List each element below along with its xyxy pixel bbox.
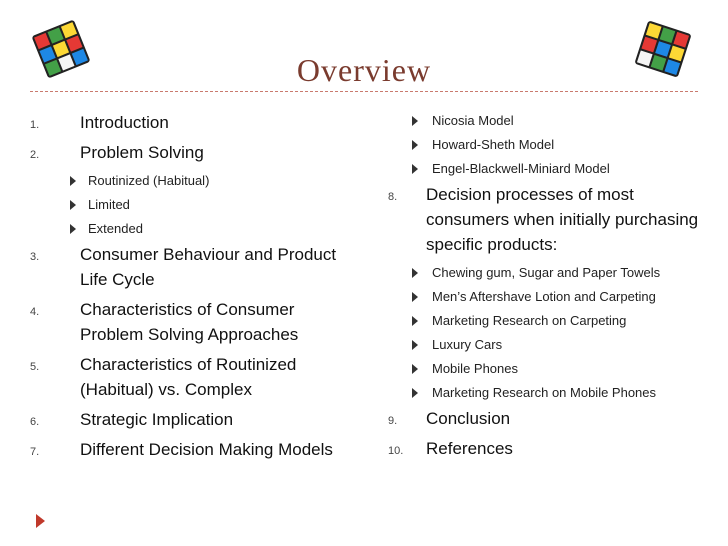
item-number: 3.: [30, 251, 40, 263]
item-number: 6.: [30, 416, 40, 428]
item-number: 5.: [30, 361, 40, 373]
sub-list-item: [388, 134, 708, 156]
list-item: [30, 352, 340, 402]
sub-item-text: Luxury Cars: [432, 337, 503, 352]
sub-list-item: [388, 110, 708, 132]
sub-item-text: Chewing gum, Sugar and Paper Towels: [432, 265, 661, 280]
sub-list-item: [30, 218, 340, 240]
sub-list-item: [388, 262, 708, 284]
sub-item-text: Men’s Aftershave Lotion and Carpeting: [432, 289, 656, 304]
right-column: [388, 110, 708, 466]
list-item: [30, 437, 340, 462]
list-item: [388, 182, 708, 257]
title-divider: [30, 91, 698, 92]
sub-item-text: Mobile Phones: [432, 361, 518, 376]
triangle-bullet-icon: [412, 340, 418, 350]
triangle-bullet-icon: [70, 176, 76, 186]
item-number: 7.: [30, 446, 40, 458]
corner-arrow-icon: [36, 514, 45, 528]
list-item: [30, 140, 340, 165]
sub-list-item: [388, 334, 708, 356]
triangle-bullet-icon: [70, 224, 76, 234]
list-item: [30, 242, 340, 292]
item-text: Strategic Implication: [80, 410, 234, 429]
item-text: References: [426, 439, 513, 458]
list-item: [30, 407, 340, 432]
sub-item-text: Limited: [88, 197, 130, 212]
item-text: Conclusion: [426, 409, 511, 428]
sub-item-text: Howard-Sheth Model: [432, 137, 555, 152]
sub-item-text: Routinized (Habitual): [88, 173, 210, 188]
item-number: 10.: [388, 445, 404, 457]
list-item: [30, 110, 340, 135]
slide-title: Overview: [296, 52, 432, 88]
sub-item-text: Marketing Research on Carpeting: [432, 313, 627, 328]
item-number: 9.: [388, 415, 398, 427]
sub-item-text: Engel-Blackwell-Miniard Model: [432, 161, 610, 176]
sub-item-text: Extended: [88, 221, 143, 236]
item-number: 8.: [388, 191, 398, 203]
sub-list-item: [388, 358, 708, 380]
triangle-bullet-icon: [412, 316, 418, 326]
sub-item-text: Marketing Research on Mobile Phones: [432, 385, 657, 400]
item-number: 4.: [30, 306, 40, 318]
item-number: 2.: [30, 149, 40, 161]
sub-item-text: Nicosia Model: [432, 113, 514, 128]
sub-list-item: [388, 310, 708, 332]
item-text: Characteristics of Routinized (Habitual) vs. Complex: [80, 355, 297, 399]
sub-list-item: [388, 158, 708, 180]
sub-list-item: [30, 194, 340, 216]
item-text: Different Decision Making Models: [80, 440, 333, 459]
triangle-bullet-icon: [412, 164, 418, 174]
list-item: [388, 436, 708, 461]
triangle-bullet-icon: [412, 140, 418, 150]
list-item: [388, 406, 708, 431]
triangle-bullet-icon: [412, 364, 418, 374]
triangle-bullet-icon: [70, 200, 76, 210]
triangle-bullet-icon: [412, 292, 418, 302]
list-item: [30, 297, 340, 347]
sub-list-item: [388, 286, 708, 308]
triangle-bullet-icon: [412, 268, 418, 278]
triangle-bullet-icon: [412, 388, 418, 398]
item-number: 1.: [30, 119, 40, 131]
item-text: Problem Solving: [80, 143, 204, 162]
left-column: [30, 110, 340, 467]
item-text: Introduction: [80, 113, 169, 132]
item-text: Consumer Behaviour and Product Life Cycle: [80, 245, 337, 289]
sub-list-item: [388, 382, 708, 404]
item-text: Decision processes of most consumers when initially purchasing specific products:: [426, 185, 699, 254]
triangle-bullet-icon: [412, 116, 418, 126]
sub-list-item: [30, 170, 340, 192]
item-text: Characteristics of Consumer Problem Solving Approaches: [80, 300, 299, 344]
